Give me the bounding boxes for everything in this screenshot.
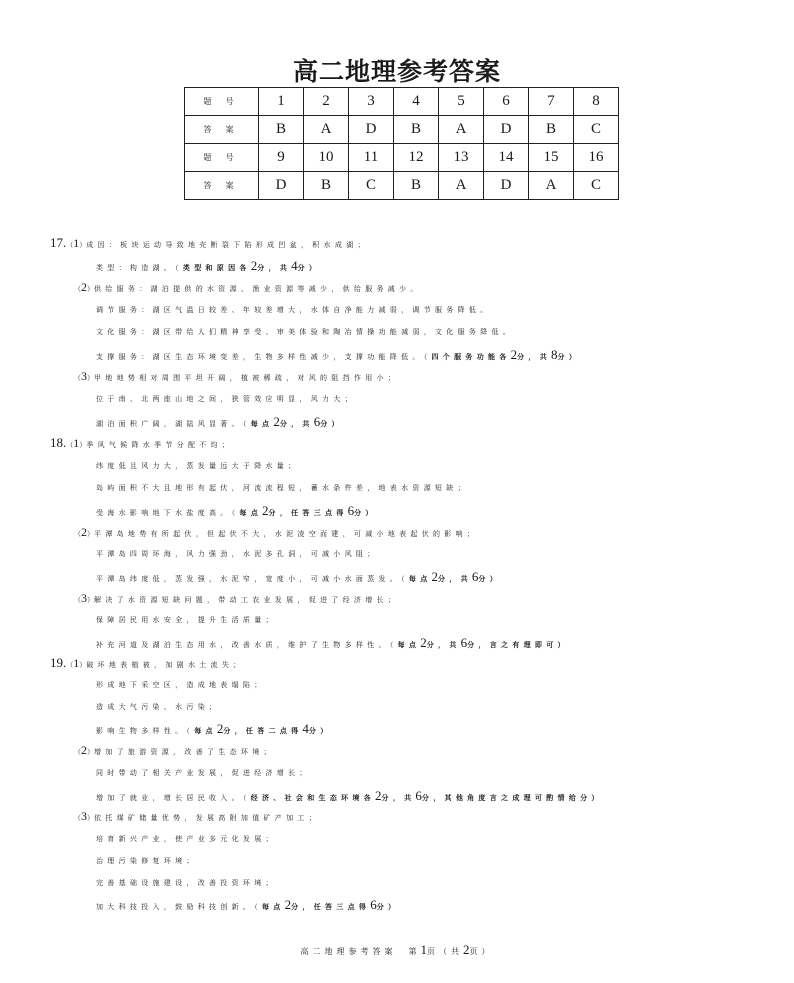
question-number: 7: [529, 88, 574, 116]
answer-line: [96, 790, 603, 804]
score-value: 6: [313, 414, 321, 429]
question-number: 13: [439, 144, 484, 172]
answer-text: 影响生物多样性。（: [96, 727, 195, 735]
scoring-note: 分，共: [381, 793, 416, 802]
answer-line: 岛屿面积不大且地形有起伏，河流流程短，蓄水条件差，地表水资源短缺；: [96, 484, 469, 492]
scoring-note: 分）: [557, 352, 581, 361]
scoring-note: 分，共: [438, 574, 472, 583]
score-value: 2: [431, 569, 439, 584]
scoring-note: 每点: [194, 726, 217, 735]
answer-cell: A: [439, 116, 484, 144]
scoring-note: 分，共: [257, 263, 292, 272]
page-number: 1: [420, 942, 427, 957]
answer-cell: D: [349, 116, 394, 144]
footer-text: 页（共: [427, 947, 463, 956]
score-value: 2: [375, 788, 382, 803]
part-number: 3: [81, 369, 87, 383]
table-row: [185, 172, 619, 200]
scoring-note: 分）: [376, 902, 400, 911]
scoring-note: 分）: [297, 263, 321, 272]
scoring-note: 分，共: [426, 640, 461, 649]
footer-text: 页）: [469, 947, 494, 956]
answer-cell: D: [259, 172, 304, 200]
answer-text: 支撑服务：湖区生态环境变差，生物多样性减少，支撑功能降低。（: [96, 353, 432, 361]
scoring-note: 分）: [320, 419, 343, 428]
question-number: 4: [394, 88, 439, 116]
answer-cell: B: [394, 116, 439, 144]
score-value: 2: [284, 897, 292, 912]
answer-text: 破坏地表植被，加剧水土流失；: [86, 661, 245, 669]
page-title: 高二地理参考答案: [292, 57, 501, 86]
scoring-note: 分）: [354, 508, 377, 517]
part-number: 2: [81, 280, 87, 294]
footer-text: 高二地理参考答案 第: [300, 947, 421, 956]
question-number: 3: [349, 88, 394, 116]
answer-text: 增加了旅游资源，改善了生态环境；: [94, 748, 275, 756]
table-row: [185, 116, 619, 144]
answer-line: 治理污染修复环境；: [96, 857, 198, 865]
answer-line: [96, 416, 343, 430]
answer-line: 平潭岛四周环海，风力强劲，水泥多孔洞，可减小风阻；: [96, 550, 379, 558]
answer-text: 平潭岛纬度低，蒸发强，水泥窄，宽度小，可减小水面蒸发。（: [96, 575, 409, 583]
answer-text: 加大科技投入，鼓励科技创新。（: [96, 903, 262, 911]
score-value: 6: [347, 503, 355, 518]
score-value: 8: [551, 347, 558, 362]
answer-line: （2）供给服务：湖泊提供的水资源、渔业资源等减少，供给服务减少。: [74, 280, 422, 294]
score-value: 2: [216, 721, 224, 736]
question-number: 1: [259, 88, 304, 116]
page-footer: [0, 942, 794, 958]
part-number: 1: [73, 236, 80, 250]
answer-cell: B: [529, 116, 574, 144]
answer-text: 补充河道及湖泊生态用水，改善水质，维护了生物多样性。（: [96, 641, 398, 649]
answer-line: [96, 349, 580, 363]
question-number: 17.: [50, 235, 67, 250]
score-value: 2: [510, 347, 518, 362]
answer-cell: A: [439, 172, 484, 200]
answer-line: 17.（1）成因：板块运动导致地壳断裂下陷形成凹盆，积水成湖；: [50, 235, 369, 250]
answer-text: 平潭岛地势有所起伏，但起伏不大，水泥凌空而建，可减小地表起伏的影响；: [94, 530, 479, 538]
answer-line: 19.（1）破坏地表植被，加剧水土流失；: [50, 655, 245, 670]
answer-text: 季风气候降水季节分配不均；: [86, 441, 234, 449]
answer-text: 供给服务：湖泊提供的水资源、渔业资源等减少，供给服务减少。: [94, 285, 422, 293]
answer-cell: D: [484, 172, 529, 200]
score-value: 6: [415, 788, 422, 803]
answer-text: 依托煤矿储量优势，发展高附加值矿产加工；: [94, 814, 320, 822]
question-number: 19.: [50, 655, 67, 670]
question-number: 14: [484, 144, 529, 172]
scoring-note: 分，共: [517, 352, 552, 361]
scoring-note: 分，言之有理即可）: [467, 640, 569, 649]
answer-line: （3）解决了水资源短缺问题，带动工农业发展，促进了经济增长；: [74, 591, 400, 605]
answer-line: 位于南、北两座山地之间，狭管效应明显，风力大；: [96, 395, 356, 403]
answer-line: [96, 899, 399, 913]
scoring-note: 每点: [262, 902, 285, 911]
question-number: 18.: [50, 435, 67, 450]
table-row: [185, 88, 619, 116]
question-number: 10: [304, 144, 349, 172]
answer-cell: B: [394, 172, 439, 200]
answer-line: 同时带动了相关产业发展，促进经济增长；: [96, 769, 311, 777]
answer-line: [96, 505, 377, 519]
scoring-note: 经济、社会和生态环境各: [250, 793, 376, 802]
answer-line: 文化服务：湖区带给人们精神享受、审美体验和陶冶情操功能减弱，文化服务降低。: [96, 328, 515, 336]
scoring-note: 每点: [239, 508, 263, 517]
answer-text: 增加了就业，增长居民收入。（: [96, 794, 251, 802]
part-number: 3: [81, 591, 87, 605]
answer-text: 受海水影响地下水盐度高。（: [96, 509, 240, 517]
score-value: 2: [420, 635, 427, 650]
scoring-note: 每点: [408, 574, 432, 583]
answer-text: 成因：板块运动导致地壳断裂下陷形成凹盆，积水成湖；: [86, 241, 369, 249]
answer-cell: C: [574, 116, 619, 144]
page-total: 2: [463, 942, 470, 957]
answer-text: 解决了水资源短缺问题，带动工农业发展，促进了经济增长；: [94, 596, 400, 604]
part-number: 1: [73, 656, 80, 670]
row-label-number: 题 号: [185, 144, 259, 172]
question-number: 15: [529, 144, 574, 172]
answer-line: 培育新兴产业，使产业多元化发展；: [96, 835, 277, 843]
answer-line: 调节服务：湖区气温日较差、年较差增大，水体自净能力减弱，调节服务降低。: [96, 306, 492, 314]
table-row: [185, 144, 619, 172]
question-number: 2: [304, 88, 349, 116]
answer-line: 造成大气污染、水污染；: [96, 703, 221, 711]
score-value: 6: [370, 897, 377, 912]
question-number: 16: [574, 144, 619, 172]
answer-line: 完善基础设施建设，改善投资环境；: [96, 879, 277, 887]
part-number: 3: [81, 809, 87, 823]
answer-line: 保障居民用水安全，提升生活质量；: [96, 616, 277, 624]
answer-line: 18.（1）季风气候降水季节分配不均；: [50, 435, 234, 450]
answer-line: [96, 637, 569, 651]
row-label-answer: 答 案: [185, 172, 259, 200]
answer-line: （2）平潭岛地势有所起伏，但起伏不大，水泥凌空而建，可减小地表起伏的影响；: [74, 525, 479, 539]
scoring-note: 类型和原因各: [182, 263, 251, 272]
question-number: 8: [574, 88, 619, 116]
answer-cell: C: [349, 172, 394, 200]
question-number: 6: [484, 88, 529, 116]
part-number: 1: [73, 436, 80, 450]
answer-table: [184, 87, 619, 200]
part-number: 2: [81, 743, 87, 757]
question-number: 12: [394, 144, 439, 172]
part-number: 2: [81, 525, 87, 539]
answer-text: 湖泊面积广阔，湖陆风显著。（: [96, 420, 251, 428]
scoring-note: 分，其他角度言之成理可酌情给分）: [421, 793, 603, 802]
answer-cell: B: [259, 116, 304, 144]
answer-cell: C: [574, 172, 619, 200]
answer-cell: A: [304, 116, 349, 144]
score-value: 2: [262, 503, 269, 518]
question-number: 11: [349, 144, 394, 172]
scoring-note: 分，共: [279, 419, 314, 428]
scoring-note: 每点: [397, 640, 421, 649]
score-value: 6: [460, 635, 468, 650]
scoring-note: 分）: [478, 574, 502, 583]
answer-cell: A: [529, 172, 574, 200]
score-value: 4: [291, 258, 298, 273]
answer-line: 形成地下采空区，造成地表塌陷；: [96, 681, 266, 689]
score-value: 4: [302, 721, 309, 736]
scoring-note: 分，任答三点得: [291, 902, 371, 911]
answer-cell: B: [304, 172, 349, 200]
answer-line: [96, 260, 320, 274]
scoring-note: 每点: [250, 419, 274, 428]
scoring-note: 分，任答二点得: [223, 726, 303, 735]
score-value: 2: [273, 414, 280, 429]
scoring-note: 四个服务功能各: [431, 352, 511, 361]
score-value: 2: [250, 258, 258, 273]
question-number: 5: [439, 88, 484, 116]
question-number: 9: [259, 144, 304, 172]
answer-line: [96, 723, 332, 737]
scoring-note: 分）: [308, 726, 332, 735]
answer-cell: D: [484, 116, 529, 144]
answer-line: [96, 571, 501, 585]
answer-line: （2）增加了旅游资源，改善了生态环境；: [74, 743, 275, 757]
row-label-number: 题 号: [185, 88, 259, 116]
answer-line: （3）甲地地势相对周围平坦开阔，植被稀疏，对风的阻挡作用小；: [74, 369, 400, 383]
answer-line: 纬度低且风力大，蒸发量远大于降水量；: [96, 462, 300, 470]
answer-line: （3）依托煤矿储量优势，发展高附加值矿产加工；: [74, 809, 320, 823]
scoring-note: 分，任答三点得: [268, 508, 348, 517]
answer-text: 类型：构造湖。（: [96, 264, 183, 272]
answer-text: 甲地地势相对周围平坦开阔，植被稀疏，对风的阻挡作用小；: [94, 374, 400, 382]
score-value: 6: [471, 569, 479, 584]
row-label-answer: 答 案: [185, 116, 259, 144]
